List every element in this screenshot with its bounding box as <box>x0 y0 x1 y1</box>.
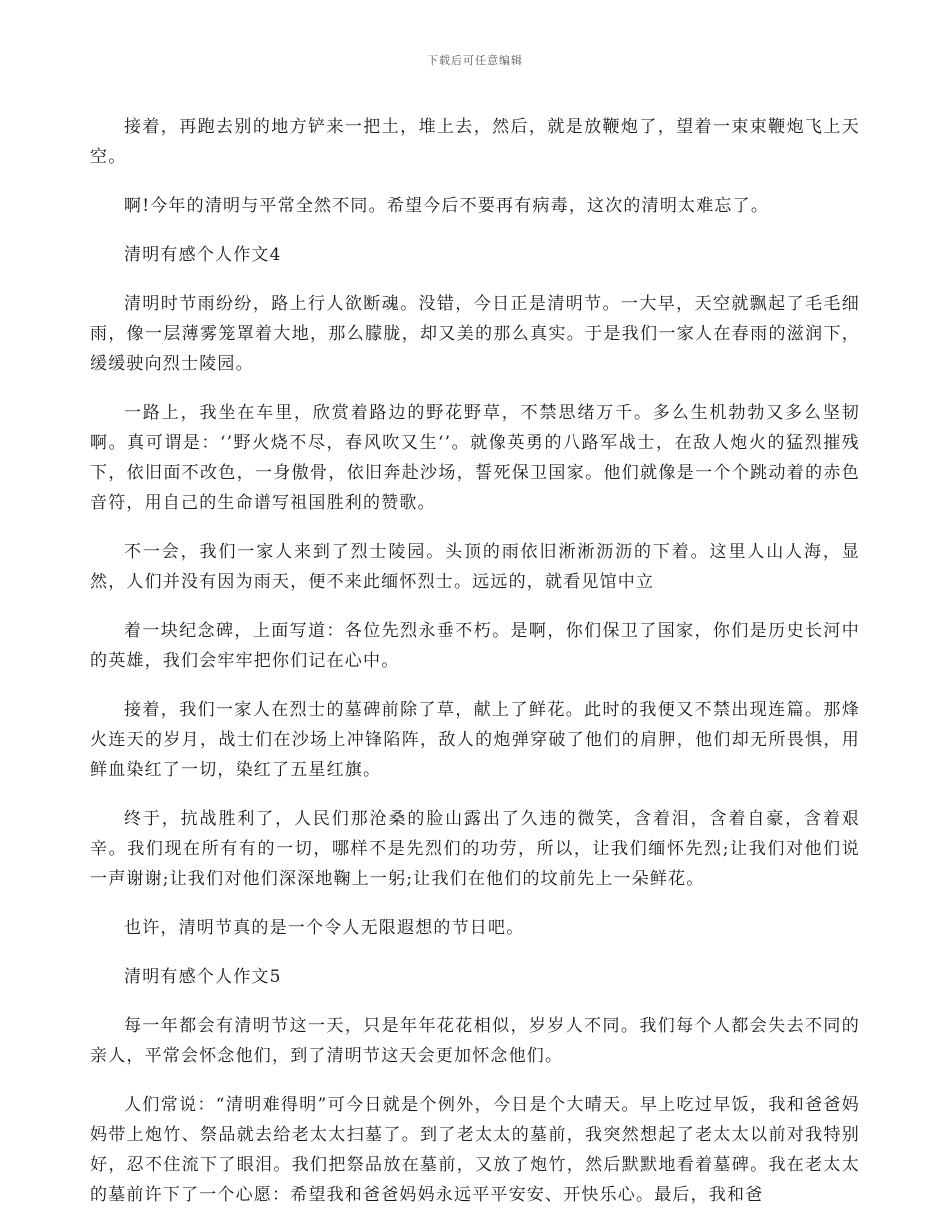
paragraph: 清明时节雨纷纷，路上行人欲断魂。没错，今日正是清明节。一大早，天空就飘起了毛毛细雨，像一层薄雾笼罩着大地，那么朦胧，却又美的那么真实。于是我们一家人在春雨的滋润下，缓缓驶向烈士陵园。 <box>90 294 860 374</box>
section-title: 清明有感个人作文5 <box>124 967 282 987</box>
paragraph: 啊!今年的清明与平常全然不同。希望今后不要再有病毒，这次的清明太难忘了。 <box>124 196 770 216</box>
paragraph: 不一会，我们一家人来到了烈士陵园。头顶的雨依旧淅淅沥沥的下着。这里人山人海，显然，人们并没有因为雨天，便不来此缅怀烈士。远远的，就看见馆中立 <box>90 542 860 592</box>
section-title: 清明有感个人作文4 <box>124 245 282 265</box>
paragraph: 终于，抗战胜利了，人民们那沧桑的脸山露出了久违的微笑，含着泪，含着自豪，含着艰辛。我们现在所有有的一切，哪样不是先烈们的功劳，所以，让我们缅怀先烈;让我们对他们说一声谢谢;让我们对他们深深地鞠上一躬;让我们在他们的坟前先上一朵鲜花。 <box>90 809 860 889</box>
page-header: 下载后可任意编辑 <box>427 54 523 67</box>
paragraph: 接着，再跑去别的地方铲来一把土，堆上去，然后，就是放鞭炮了，望着一束束鞭炮飞上天空。 <box>90 117 860 167</box>
paragraph: 也许，清明节真的是一个令人无限遐想的节日吧。 <box>124 918 525 938</box>
paragraph: 每一年都会有清明节这一天，只是年年花花相似，岁岁人不同。我们每个人都会失去不同的亲人，平常会怀念他们，到了清明节这天会更加怀念他们。 <box>90 1016 860 1066</box>
document-body <box>90 112 860 1229</box>
paragraph: 人们常说：“清明难得明”可今日就是个例外，今日是个大晴天。早上吃过早饭，我和爸爸妈妈带上炮竹、祭品就去给老太太扫墓了。到了老太太的墓前，我突然想起了老太太以前对我特别好，忍不住流下了眼泪。我们把祭品放在墓前，又放了炮竹，然后默默地看着墓碑。我在老太太的墓前许下了一个心愿：希望我和爸爸妈妈永远平平安安、开快乐心。最后，我和爸 <box>90 1095 860 1205</box>
paragraph: 接着，我们一家人在烈士的墓碑前除了草，献上了鲜花。此时的我便又不禁出现连篇。那烽火连天的岁月，战士们在沙场上冲锋陷阵，敌人的炮弹穿破了他们的肩胛，他们却无所畏惧，用鲜血染红了一切，染红了五星红旗。 <box>90 700 860 780</box>
paragraph: 一路上，我坐在车里，欣赏着路边的野花野草，不禁思绪万千。多么生机勃勃又多么坚韧啊。真可谓是：‘’野火烧不尽，春风吹又生‘’。就像英勇的八路军战士，在敌人炮火的猛烈摧残下，依旧面不改色，一身傲骨，依旧奔赴沙场，誓死保卫国家。他们就像是一个个跳动着的赤色音符，用自己的生命谱写祖国胜利的赞歌。 <box>90 403 860 513</box>
paragraph: 着一块纪念碑，上面写道：各位先烈永垂不朽。是啊，你们保卫了国家，你们是历史长河中的英雄，我们会牢牢把你们记在心中。 <box>90 621 860 671</box>
